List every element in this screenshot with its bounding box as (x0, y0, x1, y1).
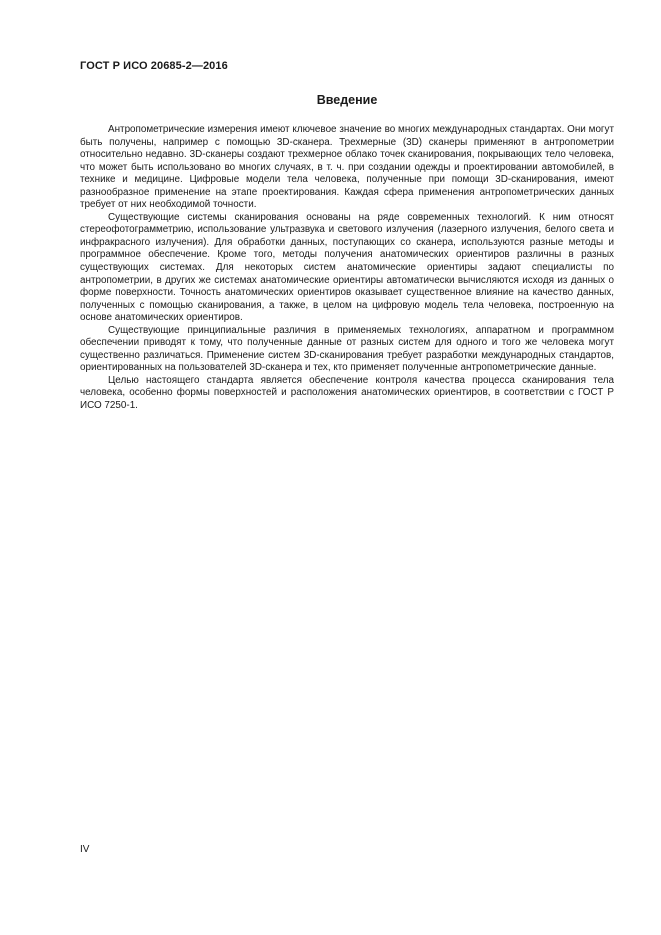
paragraph-1: Антропометрические измерения имеют ключевое значение во многих международных стандартах. Они могут быть получены, например с помощью 3D-сканера. Трехмерные (3D) сканеры применяют в антропометрии относительно недавно. 3D-сканеры создают трехмерное облако точек сканирования, покрывающих тело человека, что может быть использовано во многих случаях, в т. ч. при создании одежды и проектировании автомобилей, в технике и медицине. Цифровые модели тела человека, полученные при помощи 3D-сканирования, имеют разнообразное применение на этапе проектирования. Каждая сфера применения антропометрических данных требует от них необходимой точности. (80, 124, 614, 211)
paragraph-4: Целью настоящего стандарта является обеспечение контроля качества процесса сканирования тела человека, особенно формы поверхностей и расположения анатомических ориентиров, в соответствии с ГОСТ Р ИСО 7250-1. (80, 374, 614, 412)
paragraph-2: Существующие системы сканирования основаны на ряде современных технологий. К ним относят стереофотограмметрию, использование ультразвука и светового излучения (лазерного излучения, белого света и инфракрасного излучения). Для обработки данных, поступающих со сканера, используются разные методы и программное обеспечение. Кроме того, методы получения анатомических ориентиров различны в разных существующих системах. Для некоторых систем анатомические ориентиры задают специалисты по антропометрии, в других же системах анатомические ориентиры автоматически вычисляются исходя из данных о форме поверхности. Точность анатомических ориентиров оказывает существенное влияние на качество данных, полученных с помощью сканирования, а также, в целом на цифровую модель тела человека, построенную на основе анатомических ориентиров. (80, 211, 614, 324)
body-text (80, 124, 614, 413)
document-code: ГОСТ Р ИСО 20685-2—2016 (80, 60, 228, 72)
paragraph-3: Существующие принципиальные различия в применяемых технологиях, аппаратном и программном обеспечении приводят к тому, что полученные данные от разных систем для одного и того же человека могут существенно различаться. Применение систем 3D-сканирования требует разработки международных стандартов, ориентированных на пользователей 3D-сканера и тех, кто применяет полученные антропометрические данные. (80, 324, 614, 374)
section-title: Введение (316, 93, 378, 107)
page-number: IV (80, 844, 90, 855)
